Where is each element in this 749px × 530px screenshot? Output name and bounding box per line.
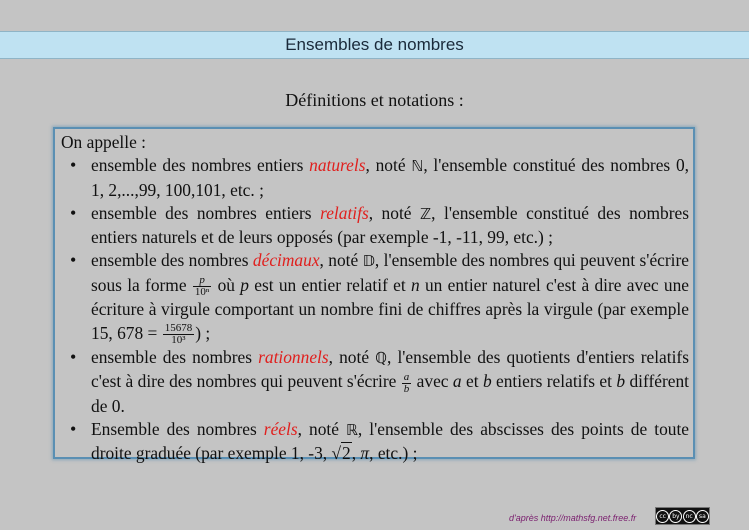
sqrt-two: √2 xyxy=(331,443,351,464)
symbol-n: ℕ xyxy=(411,157,424,176)
cc-icon: cc xyxy=(656,510,669,523)
page-title: Ensembles de nombres xyxy=(285,35,464,54)
decimal-example: 15, 678 = xyxy=(91,322,162,343)
fraction-p-over-10n: $\frac{p}{\text{10ⁿ}}$ xyxy=(194,274,210,299)
by-icon: by xyxy=(669,510,682,523)
term-naturels: naturels xyxy=(309,155,366,176)
creative-commons-by-nc-sa-icon xyxy=(655,507,710,525)
pi-symbol: π xyxy=(360,443,370,464)
term-relatifs: relatifs xyxy=(320,202,369,223)
fraction-example: $\frac{15678}{\text{10³}}$ xyxy=(164,322,193,347)
term-decimaux: décimaux xyxy=(252,250,320,271)
sa-icon: sa xyxy=(696,510,709,523)
term-rationnels: rationnels xyxy=(258,347,329,368)
definitions-box xyxy=(53,127,695,464)
symbol-d: 𝔻 xyxy=(362,252,375,271)
list-item-naturels: • ensemble des nombres entiers naturels, noté ℕ, l'ensemble constitué des nombres 0, 1, 2,...,99, 100,101, etc. ; xyxy=(61,154,689,202)
definitions-list xyxy=(61,154,689,465)
symbol-r: ℝ xyxy=(346,421,358,440)
fraction-a-over-b: $\frac{a}{b}$ xyxy=(403,370,410,395)
term-reels: réels xyxy=(263,419,298,440)
symbol-z: ℤ xyxy=(420,204,432,223)
list-item-decimaux: • ensemble des nombres décimaux, noté 𝔻, l'ensemble des nombres qui peuvent s'écrire sous la forme $\frac{p}{\text{10ⁿ}}$ où p est un entier relatif et n un entier naturel c'est à dire avec une écriture à virgule comportant un nombre fini de chiffres après la virgule (par exemple 15, 678 = $\frac{15678}{\text{10³}}$ ) ; xyxy=(61,249,689,346)
section-title: Définitions et notations : xyxy=(285,90,464,110)
intro-text: On appelle : xyxy=(61,132,146,152)
header-bar xyxy=(0,31,749,59)
list-item-relatifs: • ensemble des nombres entiers relatifs, noté ℤ, l'ensemble constitué des nombres entiers naturels et de leurs opposés (par exemple -1, -11, 99, etc.) ; xyxy=(61,202,689,250)
symbol-q: ℚ xyxy=(375,349,387,368)
source-credit: d'après http://mathsfg.net.free.fr xyxy=(509,513,637,523)
nc-icon: nc xyxy=(683,510,696,523)
list-item-rationnels: • ensemble des nombres rationnels, noté ℚ, l'ensemble des quotients d'entiers relatifs c'est à dire des nombres qui peuvent s'écrire $\frac{a}{b}$ avec a et b entiers relatifs et b différent de 0. xyxy=(61,346,689,418)
list-item-reels: • Ensemble des nombres réels, noté ℝ, l'ensemble des abscisses des points de toute droite graduée (par exemple 1, -3, √2, π, etc.) ; xyxy=(61,418,689,466)
